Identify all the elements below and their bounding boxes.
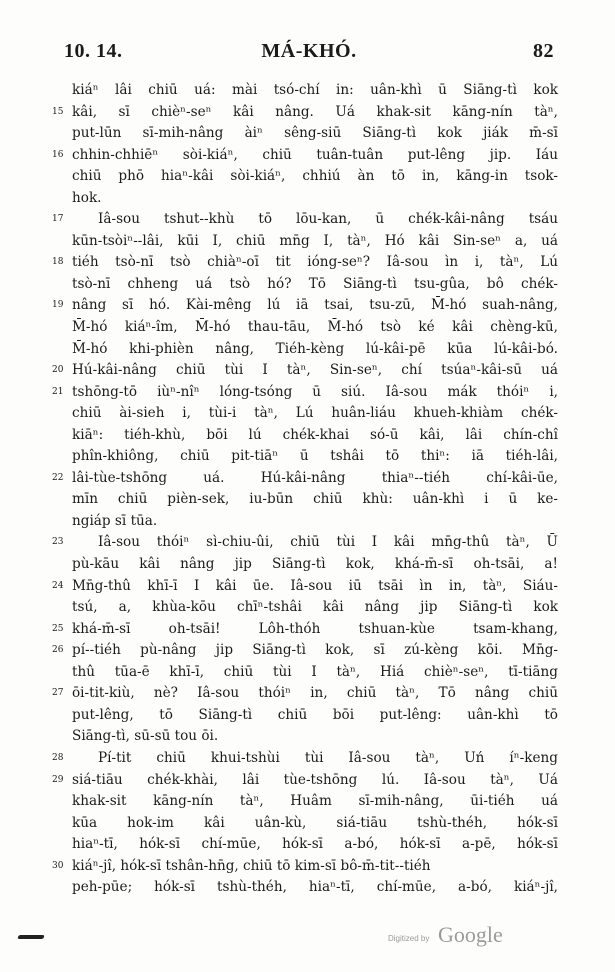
line-text: kiáⁿ-jî, hók-sī tshân-hn̄g, chiū tō kim-sī bô-m̄-tit--tiéh [72,857,431,874]
line-text: tshōng-tō iùⁿ-nîⁿ lóng-tsóng ū siú. Iâ-sou mák thóiⁿ i, [72,383,558,400]
text-line [72,231,558,253]
text-line [72,166,558,188]
line-text: kiāⁿ: tiéh-khù, bōi lú chék-khai só-ū kâi, lâi chín-chî [72,426,558,443]
book-title: MÁ-KHÓ. [261,40,357,62]
verse-number: 23 [52,537,64,548]
line-text: put-lêng, tō Siāng-tì chiū bōi put-lêng: uân-khì tō [72,706,558,723]
line-text: kiáⁿ lâi chiū uá: mài tsó-chí in: uân-khì ū Siāng-tì kok [72,82,558,98]
line-text: chiū phō hiaⁿ-kâi sòi-kiáⁿ, chhiú àn tō in, kāng-in tsok- [72,168,558,185]
line-text: khá-m̄-sī oh-tsāi! Lôh-thóh tshuan-kùe tsam-khang, [72,620,558,637]
line-text: peh-pūe; hók-sī tshù-théh, hiaⁿ-tī, chí-mūe, a-bó, kiáⁿ-jî, [72,879,558,896]
line-text: Siāng-tì, sū-sū tou ōi. [72,728,219,745]
text-line [52,619,558,641]
text-line [52,576,558,598]
line-text: chhin-chhiēⁿ sòi-kiáⁿ, chiū tuân-tuân put-lêng jip. Iáu [72,146,558,163]
line-text: khak-sit kāng-nín tàⁿ, Huâm sī-mih-nâng, ūi-tiéh uá [72,793,558,810]
verse-number: 19 [52,300,64,311]
text-line [52,145,558,167]
text-line [52,748,558,770]
ink-mark [17,935,44,939]
text-line [52,532,558,554]
text-line [52,360,558,382]
chapter-verse-reference: 10. 14. [64,40,123,62]
line-text: chiū ài-sieh i, tùi-i tàⁿ, Lú huân-liáu khueh-khiàm chék- [72,405,558,422]
text-line [52,856,558,878]
line-text: phîn-khiông, chiū pit-tiāⁿ ū tshâi tō thiⁿ: iā tiéh-lâi, [72,448,558,465]
text-line [72,123,558,145]
line-text: Pí-tit chiū khui-tshùi tùi Iâ-sou tàⁿ, Uń íⁿ-keng [98,749,558,766]
verse-number: 22 [52,472,64,483]
line-text: kūa hok-im kâi uân-kù, siá-tiāu tshù-théh, hók-sī [72,814,558,831]
text-line [72,791,558,813]
text-line [72,511,558,533]
text-line [52,683,558,705]
verse-number: 25 [52,623,64,634]
line-text: Mn̄g-thû khī-ī I kâi ūe. Iâ-sou iū tsāi ìn in, tàⁿ, Siáu- [72,577,558,594]
line-text: tiéh tsò-nī tsò chiàⁿ-oī tit ióng-seⁿ? Iâ-sou ìn i, tàⁿ, Lú [72,254,558,271]
line-text: tsò-nī chheng uá tsò hó? Tō Siāng-tì tsu-gûa, bô chék- [72,275,558,292]
text-line [72,446,558,468]
text-line [52,209,558,231]
verse-number: 17 [52,214,64,225]
line-text: pù-kāu kâi nâng jip Siāng-tì kok, khá-m̄-sī oh-tsāi, a! [72,556,558,573]
line-text: kâi, sī chièⁿ-seⁿ kâi nâng. Uá khak-sit kāng-nín tàⁿ, [72,103,558,120]
line-text: siá-tiāu chék-khài, lâi tùe-tshōng lú. Iâ-sou tàⁿ, Uá [72,771,558,788]
text-line [72,662,558,684]
text-line [72,188,558,210]
text-line [72,425,558,447]
line-text: ōi-tit-kiù, nè? Iâ-sou thóiⁿ in, chiū tàⁿ, Tō nâng chiū [72,685,558,702]
text-body [52,80,558,899]
text-line [72,813,558,835]
text-line [52,252,558,274]
line-text: tsú, a, khùa-kōu chīⁿ-tshâi kâi nâng jip Siāng-tì kok [72,599,558,616]
verse-number: 30 [52,860,64,871]
google-logo: Google [438,922,503,947]
verse-number: 18 [52,257,64,268]
line-text: hiaⁿ-tī, hók-sī chí-mūe, hók-sī a-bó, hók-sī a-pē, hók-sī [72,836,558,853]
text-line [72,274,558,296]
page-number: 82 [533,40,554,62]
running-head [64,40,554,64]
verse-number: 16 [52,149,64,160]
line-text: M̄-hó khi-phièn nâng, Tiéh-kèng lú-kâi-pē kūa lú-kâi-bó. [72,340,558,357]
text-line [72,317,558,339]
text-line [72,403,558,425]
line-text: M̄-hó kiáⁿ-îm, M̄-hó thau-tāu, M̄-hó tsò ké kâi chèng-kū, [72,319,558,336]
verse-number: 15 [52,106,64,117]
text-line [72,877,558,899]
text-line [52,640,558,662]
text-line [72,489,558,511]
line-text: kūn-tsòiⁿ--lâi, kūi I, chiū mn̄g I, tàⁿ, Hó kâi Sin-seⁿ a, uá [72,232,558,249]
line-text: pí--tiéh pù-nâng jip Siāng-tì kok, sī zú-kèng kōi. Mn̄g- [72,642,558,659]
line-text: hok. [72,189,102,206]
line-text: Hú-kâi-nâng chiū tùi I tàⁿ, Sin-seⁿ, chí tsúaⁿ-kâi-sū uá [72,362,558,379]
line-text: mīn chiū pièn-sek, iu-būn chiū khù: uân-khì i ū ke- [72,491,558,508]
line-text: Iâ-sou tshut--khù tō lōu-kan, ū chék-kâi-nâng tsáu [98,211,558,228]
line-text: thû tūa-ē khī-ī, chiū tùi I tàⁿ, Hiá chièⁿ-seⁿ, tī-tiāng [72,663,558,680]
digitized-watermark [388,922,518,952]
verse-number: 29 [52,774,64,785]
verse-number: 26 [52,645,64,656]
verse-number: 24 [52,580,64,591]
text-line [72,726,558,748]
watermark-prefix: Digitized by [388,934,430,943]
text-line [52,770,558,792]
verse-number: 28 [52,752,64,763]
text-line [52,102,558,124]
text-line [52,468,558,490]
verse-number: 27 [52,688,64,699]
text-line [72,80,558,102]
line-text: nâng sī hó. Kài-mêng lú iā tsai, tsu-zū, M̄-hó suah-nâng, [72,297,558,314]
text-line [72,597,558,619]
text-line [72,705,558,727]
verse-number: 20 [52,365,64,376]
text-line [52,295,558,317]
text-line [52,382,558,404]
text-line [72,554,558,576]
line-text: put-lūn sī-mih-nâng àiⁿ sêng-siū Siāng-tì kok jiák m̄-sī [72,125,558,142]
text-line [72,834,558,856]
line-text: lâi-tùe-tshōng uá. Hú-kâi-nâng thiaⁿ--tiéh chí-kâi-ūe, [72,469,558,486]
verse-number: 21 [52,386,64,397]
text-line [72,339,558,361]
line-text: Iâ-sou thóiⁿ sì-chiu-ûi, chiū tùi I kâi mn̄g-thû tàⁿ, Ū [98,534,558,551]
line-text: ngiáp sī tūa. [72,512,158,529]
